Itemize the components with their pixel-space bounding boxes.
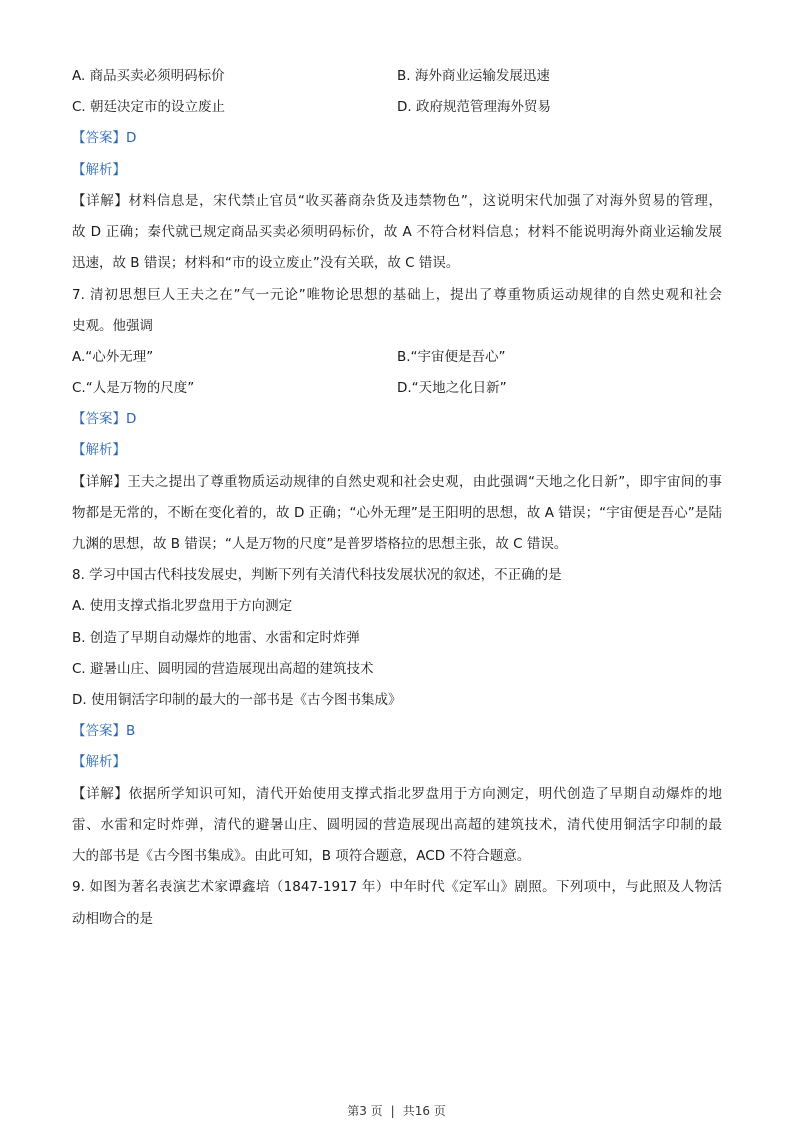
q7-option-a: A.“心外无理”: [72, 349, 154, 365]
q6-detail-line-1: 【详解】材料信息是，宋代禁止官员“收买蕃商杂货及违禁物色”，这说明宋代加强了对海外贸易的管理，: [72, 193, 722, 209]
q7-option-d: D.“天地之化日新”: [397, 380, 507, 396]
q7-option-c: C.“人是万物的尺度”: [72, 380, 195, 396]
q8-answer-tag: 【答案】: [72, 723, 126, 739]
q7-analysis-tag: 【解析】: [72, 442, 126, 458]
q8-detail-tag: 【详解】: [72, 786, 129, 802]
q8-stem: 8. 学习中国古代科技发展史，判断下列有关清代科技发展状况的叙述，不正确的是: [72, 567, 562, 583]
q8-option-a: A. 使用支撑式指北罗盘用于方向测定: [72, 598, 293, 614]
q7-detail-line-2: 物都是无常的，不断在变化着的，故 D 正确；“心外无理”是王阳明的思想，故 A 错误；“宇宙便是吾心”是陆: [72, 505, 722, 521]
page-number: 第3 页: [347, 1104, 383, 1118]
q9-stem-line-2: 动相吻合的是: [72, 911, 153, 927]
q7-answer-value: D: [126, 411, 137, 427]
q8-detail-line-1: 【详解】依据所学知识可知，清代开始使用支撑式指北罗盘用于方向测定，明代创造了早期自动爆炸的地: [72, 786, 722, 802]
q7-detail-line-1: 【详解】王夫之提出了尊重物质运动规律的自然史观和社会史观，由此强调“天地之化日新”，即宇宙间的事: [72, 474, 722, 490]
q6-option-a: A. 商品买卖必须明码标价: [72, 68, 225, 84]
q8-option-b: B. 创造了早期自动爆炸的地雷、水雷和定时炸弹: [72, 630, 360, 646]
q9-stem-line-1: 9. 如图为著名表演艺术家谭鑫培（1847-1917 年）中年时代《定军山》剧照。下列项中，与此照及人物活: [72, 879, 722, 895]
q7-option-b: B.“宇宙便是吾心”: [397, 349, 506, 365]
q7-detail-line-3: 九渊的思想，故 B 错误；“人是万物的尺度”是普罗塔格拉的思想主张，故 C 错误。: [72, 536, 568, 552]
q6-detail-tag: 【详解】: [72, 193, 129, 209]
q7-stem-line-1: 7. 清初思想巨人王夫之在”气一元论”唯物论思想的基础上，提出了尊重物质运动规律的自然史观和社会: [72, 287, 722, 303]
footer-separator: |: [390, 1104, 395, 1118]
q8-analysis-tag: 【解析】: [72, 754, 126, 770]
q6-option-b: B. 海外商业运输发展迅速: [397, 68, 550, 84]
q7-answer-line: [72, 409, 136, 429]
q8-detail-line-2: 雷、水雷和定时炸弹，清代的避暑山庄、圆明园的营造展现出高超的建筑技术，清代使用铜活字印制的最: [72, 817, 722, 833]
page-footer: [0, 1103, 793, 1119]
q7-detail-tag: 【详解】: [72, 474, 128, 490]
q6-detail-line-3: 迅速，故 B 错误；材料和“市的设立废止”没有关联，故 C 错误。: [72, 255, 460, 271]
q8-detail-line-3: 大的部书是《古今图书集成》。由此可知，B 项符合题意，ACD 不符合题意。: [72, 848, 531, 864]
q8-answer-value: B: [126, 723, 136, 739]
q6-option-d: D. 政府规范管理海外贸易: [397, 99, 551, 115]
q6-answer-tag: 【答案】: [72, 130, 126, 146]
q6-detail-line-2: 故 D 正确；秦代就已规定商品买卖必须明码标价，故 A 不符合材料信息；材料不能说明海外商业运输发展: [72, 224, 722, 240]
q6-answer-line: [72, 128, 136, 148]
q8-answer-line: [72, 721, 135, 741]
page-total: 共16 页: [402, 1104, 446, 1118]
q6-option-c: C. 朝廷决定市的设立废止: [72, 99, 226, 115]
q6-analysis-tag: 【解析】: [72, 162, 126, 178]
q8-option-c: C. 避暑山庄、圆明园的营造展现出高超的建筑技术: [72, 661, 374, 677]
q6-answer-value: D: [126, 130, 137, 146]
q8-option-d: D. 使用铜活字印制的最大的一部书是《古今图书集成》: [72, 692, 402, 708]
q7-stem-line-2: 史观。他强调: [72, 318, 153, 334]
q7-answer-tag: 【答案】: [72, 411, 126, 427]
